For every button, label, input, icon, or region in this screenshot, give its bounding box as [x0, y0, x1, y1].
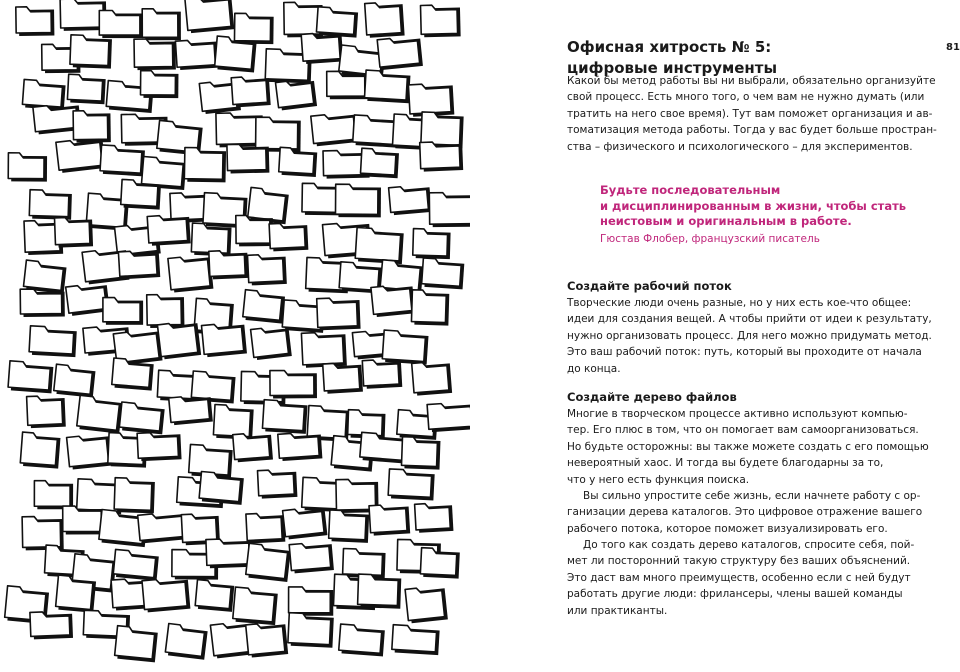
folder-icon [202, 322, 247, 358]
text-line: невероятный хаос. И тогда вы будете благодарны за то, [567, 457, 884, 470]
folder-icon [316, 7, 358, 38]
file-tree-paragraph-1 [567, 406, 929, 488]
folder-icon [20, 432, 61, 469]
text-line: Вы сильно упростите себе жизнь, если начнете работу с ор- [583, 490, 921, 502]
folder-icon [53, 364, 95, 397]
folder-icon [339, 624, 386, 656]
folder-icon [118, 250, 160, 280]
folder-icon [100, 145, 145, 176]
text-line: Это ваш рабочий поток: путь, который вы проходите от начала [567, 346, 922, 359]
quote-line: Будьте последовательным [600, 183, 781, 197]
folder-icon [421, 5, 461, 38]
folder-icon [364, 70, 410, 103]
folder-icon [420, 548, 460, 579]
folder-icon [8, 361, 54, 394]
file-tree-paragraph-3 [567, 537, 914, 619]
folder-icon [30, 611, 73, 640]
folder-icon [199, 472, 244, 505]
folder-icon [227, 144, 269, 174]
text-line: свой процесс. Есть много того, о чем вам не нужно думать (или [567, 91, 925, 104]
folder-icon [233, 432, 273, 463]
folder-icon [140, 71, 178, 99]
folder-icon [301, 331, 346, 368]
title-line-1: Офисная хитрость № 5: [567, 38, 772, 56]
folder-icon [27, 395, 66, 428]
intro-paragraph [567, 73, 937, 155]
page-number: 81 [946, 42, 960, 53]
folder-icon [134, 39, 176, 71]
folder-icon [142, 9, 181, 41]
folder-icon [382, 330, 429, 365]
folder-icon [429, 192, 470, 227]
folder-icon [175, 39, 218, 71]
folder-icon [365, 1, 405, 38]
folder-icon [262, 400, 307, 434]
text-line: тратить на него свое время). Тут вам поможет организация и ав- [567, 107, 933, 120]
quote-line: и дисциплинированным в жизни, чтобы стать [600, 198, 907, 213]
text-line: ганизации дерева каталогов. Это цифровое отражение вашего [567, 506, 923, 519]
folder-icon [63, 506, 105, 535]
folder-icon [335, 184, 381, 217]
folder-icon [246, 621, 288, 658]
folder-icon [392, 625, 440, 655]
folder-icon [323, 362, 363, 394]
folder-icon [29, 326, 77, 357]
folder-icon [67, 433, 112, 469]
text-line: Это даст вам много преимуществ, особенно если с ней будут [567, 571, 911, 584]
folder-icon [289, 587, 334, 616]
title-line-2: цифровые инструменты [567, 59, 778, 77]
folder-icon [114, 626, 158, 663]
text-line: томатизация метода работы. Тогда у вас будет больше простран- [567, 124, 937, 137]
folder-icon [278, 431, 323, 461]
folder-icon [283, 506, 328, 540]
folder-icon [413, 229, 451, 260]
folder-icon [357, 574, 401, 609]
folder-icon [236, 215, 273, 246]
folder-icon [16, 6, 55, 36]
folder-icon [234, 13, 273, 44]
folder-icon [420, 141, 463, 172]
folder-icon [99, 11, 143, 39]
folder-icon [157, 320, 201, 359]
folder-icon [371, 283, 415, 317]
text-line: что у него есть функция поиска. [567, 473, 750, 486]
folder-icon [353, 115, 398, 148]
folder-icon [245, 543, 291, 582]
folder-icon [76, 395, 122, 433]
text-line: ства – физического и психологического – для экспериментов. [567, 140, 913, 153]
folder-icon [427, 401, 470, 432]
folder-icon [301, 32, 343, 65]
folder-icon [251, 325, 292, 360]
folder-icon [113, 549, 159, 580]
text-line: Творческие люди очень разные, но у них есть кое-что общее: [567, 297, 912, 309]
folder-icon [184, 148, 226, 183]
text-line: рабочего потока, которое поможет визуализировать его. [567, 522, 888, 535]
folder-icon [114, 478, 155, 514]
folder-icon [270, 370, 317, 398]
folder-icon [165, 624, 208, 660]
folder-icon [20, 289, 65, 317]
folder-icon [231, 75, 270, 107]
folder-icon [362, 359, 402, 389]
folder-icon [258, 469, 298, 499]
folder-icon [246, 512, 285, 543]
folder-icon [289, 541, 334, 574]
folder-icon [317, 297, 361, 330]
section-heading-workflow: Создайте рабочий поток [567, 279, 732, 293]
folder-icon [147, 294, 185, 328]
folder-icon [355, 228, 404, 265]
folder-icon [411, 290, 449, 326]
text-line: до конца. [567, 362, 621, 375]
folder-icon [185, 0, 234, 33]
folder-icon [209, 250, 249, 280]
folder-icon [119, 402, 165, 434]
quote-author: Гюстав Флобер, французский писатель [600, 233, 820, 245]
folder-icon [168, 254, 214, 293]
text-line: Многие в творческом процессе активно используют компью- [567, 408, 908, 420]
text-line: тер. Его плюс в том, что он помогает вам самоорганизоваться. [567, 424, 919, 437]
folder-icon [142, 577, 190, 613]
folder-icon [369, 503, 410, 535]
folder-icon [269, 222, 308, 251]
pull-quote [600, 183, 906, 230]
text-line: мет ли посторонний такую структуру без ваших объяснений. [567, 555, 911, 568]
folder-icon [138, 511, 187, 544]
folder-icon [70, 35, 112, 69]
folder-icon [206, 538, 253, 568]
section-heading-file-tree: Создайте дерево файлов [567, 390, 737, 404]
workflow-paragraph [567, 295, 932, 377]
text-line: До того как создать дерево каталогов, спросите себя, пой- [583, 539, 915, 551]
file-tree-paragraph-2 [567, 488, 922, 537]
folder-icon [389, 184, 432, 215]
folder-icon [29, 190, 72, 220]
folder-icon [279, 147, 318, 177]
text-line: или практиканты. [567, 604, 668, 617]
text-line: Но будьте осторожны: вы также можете создать с его помощью [567, 440, 929, 453]
folder-icon [329, 510, 370, 543]
folder-icon [412, 360, 452, 395]
folder-icon [67, 74, 106, 104]
text-line: работать другие люди: фрилансеры, члены вашей команды [567, 588, 903, 601]
folder-icon [360, 148, 399, 178]
folder-icon [405, 585, 448, 623]
folder-icon [103, 298, 143, 325]
folder-icon [137, 431, 181, 461]
text-line: Какой бы метод работы вы ни выбрали, обязательно организуйте [567, 75, 936, 87]
folder-icon [377, 36, 423, 71]
folder-icon [415, 502, 454, 533]
folder-icon [288, 613, 334, 648]
folder-icon [401, 437, 440, 470]
folder-illustration [0, 0, 470, 672]
folder-icon [311, 112, 359, 147]
folder-icon [8, 153, 47, 182]
folder-icon [147, 214, 191, 246]
folder-pile [0, 0, 470, 672]
folder-icon [195, 580, 235, 612]
text-line: нужно организовать процесс. Для него можно придумать метод. [567, 329, 932, 342]
folder-icon [421, 258, 464, 290]
folder-icon [112, 358, 154, 391]
folder-icon [388, 469, 435, 501]
folder-icon [243, 290, 286, 324]
quote-line: неистовым и оригинальным в работе. [600, 214, 852, 228]
folder-icon [34, 481, 73, 510]
folder-icon [55, 217, 94, 248]
folder-icon [327, 71, 368, 99]
folder-icon [233, 587, 278, 625]
text-line: идеи для создания вещей. А чтобы прийти от идеи к результату, [567, 313, 932, 326]
folder-icon [248, 254, 287, 286]
folder-icon [73, 110, 111, 142]
